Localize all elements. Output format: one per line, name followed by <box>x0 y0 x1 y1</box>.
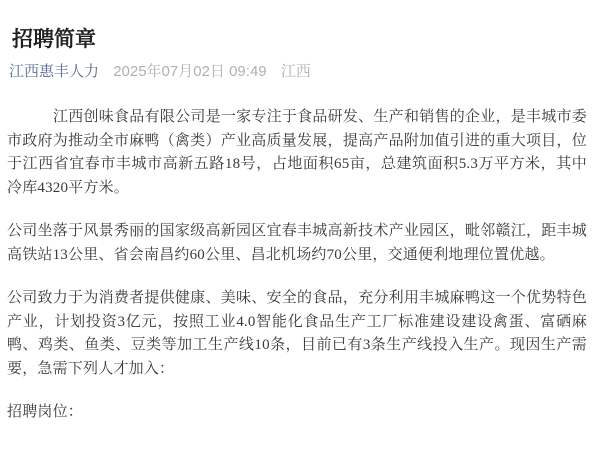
publish-location: 江西 <box>280 63 311 80</box>
byline <box>9 64 587 80</box>
author-account-link[interactable]: 江西惠丰人力 <box>9 63 100 80</box>
article-body <box>7 106 587 425</box>
paragraph-location-info: 公司坐落于风景秀丽的国家级高新园区宜春丰城高新技术产业园区，毗邻赣江，距丰城高铁站13公里、省会南昌约60公里、昌北机场约70公里，交通便利地理位置优越。 <box>7 223 587 263</box>
article-page <box>0 26 600 450</box>
publish-date: 2025年07月02日 09:49 <box>113 63 267 80</box>
paragraph-positions-heading: 招聘岗位： <box>7 404 84 420</box>
page-title: 招聘简章 <box>12 28 96 51</box>
paragraph-production-info: 公司致力于为消费者提供健康、美味、安全的食品，充分利用丰城麻鸭这一个优势特色产业，计划投资3亿元，按照工业4.0智能化食品生产工厂标准建设建设禽蛋、富硒麻鸭、鸡类、鱼类、豆类等加工生产线10条，目前已有3条生产线投入生产。现因生产需要，急需下列人才加入： <box>7 290 587 377</box>
paragraph-company-intro: 江西创味食品有限公司是一家专注于食品研发、生产和销售的企业，是丰城市委市政府为推动全市麻鸭（禽类）产业高质量发展，提高产品附加值引进的重大项目，位于江西省宜春市丰城市高新五路18号，占地面积65亩，总建筑面积5.3万平方米，其中冷库4320平方米。 <box>7 109 587 196</box>
